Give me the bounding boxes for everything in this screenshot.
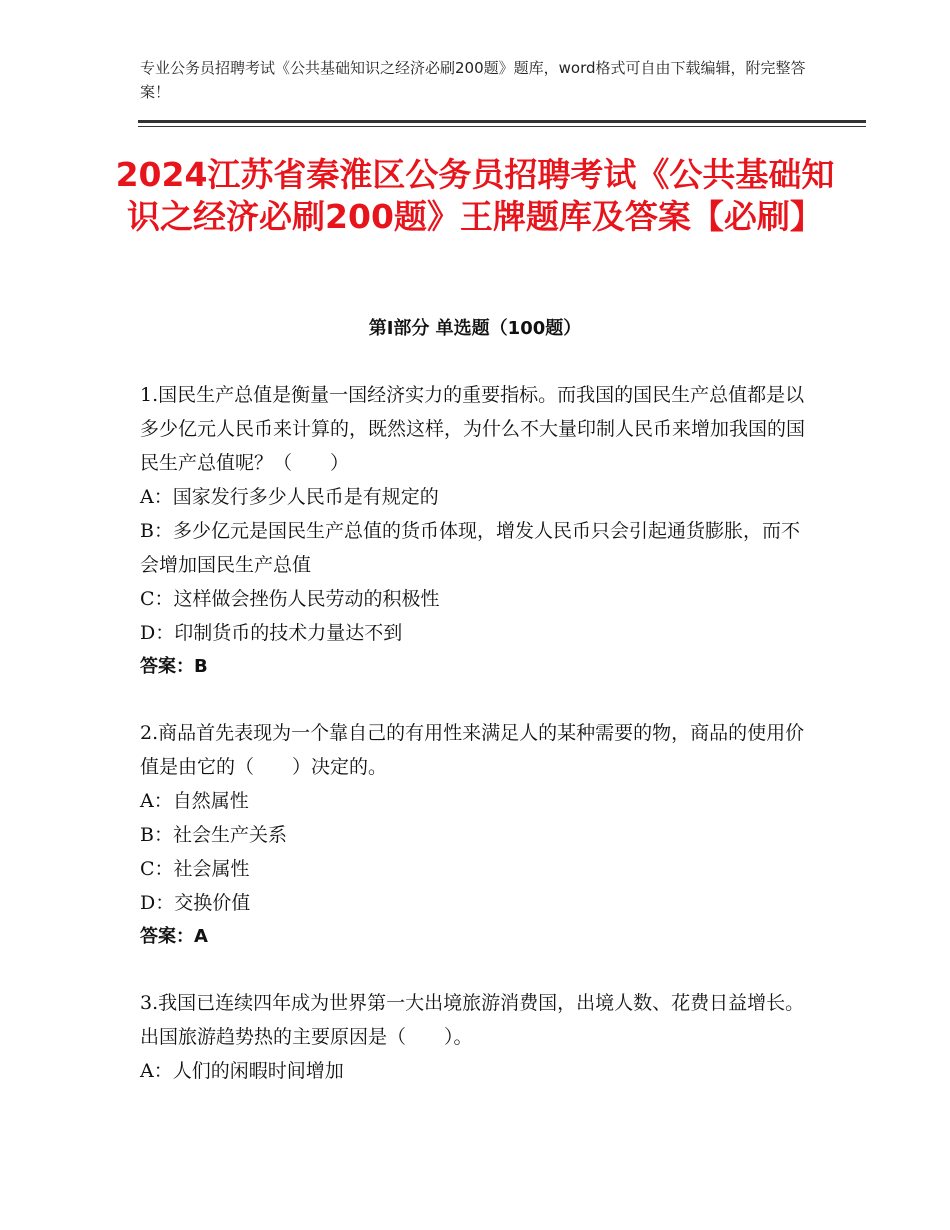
option-c: C：社会属性: [140, 858, 250, 880]
question-stem: 3.我国已连续四年成为世界第一大出境旅游消费国，出境人数、花费日益增长。出国旅游趋势热的主要原因是（ ）。: [140, 992, 805, 1048]
header-divider-thin: [138, 126, 866, 127]
option-c: C：这样做会挫伤人民劳动的积极性: [140, 588, 440, 610]
option-d: D：印制货币的技术力量达不到: [140, 622, 403, 644]
question-1: [140, 378, 808, 684]
option-a: A：自然属性: [140, 790, 249, 812]
header-divider-thick: [138, 120, 866, 123]
question-stem: 1.国民生产总值是衡量一国经济实力的重要指标。而我国的国民生产总值都是以多少亿元人民币来计算的，既然这样，为什么不大量印制人民币来增加我国的国民生产总值呢？（ ）: [140, 384, 806, 474]
question-3: [140, 986, 808, 1088]
document-title: 2024江苏省秦淮区公务员招聘考试《公共基础知识之经济必刷200题》王牌题库及答案【必刷】: [115, 155, 835, 236]
question-2: [140, 716, 808, 954]
section-heading: 第Ⅰ部分 单选题（100题）: [368, 318, 582, 339]
option-b: B：社会生产关系: [140, 824, 287, 846]
option-b: B：多少亿元是国民生产总值的货币体现，增发人民币只会引起通货膨胀，而不会增加国民生产总值: [140, 520, 800, 576]
question-stem: 2.商品首先表现为一个靠自己的有用性来满足人的某种需要的物，商品的使用价值是由它的（ ）决定的。: [140, 722, 805, 778]
header-note: 专业公务员招聘考试《公共基础知识之经济必刷200题》题库，word格式可自由下载编辑，附完整答案！: [140, 59, 806, 101]
question-list: [140, 378, 808, 1120]
option-a: A：国家发行多少人民币是有规定的: [140, 486, 439, 508]
option-a: A：人们的闲暇时间增加: [140, 1060, 344, 1082]
answer-label: 答案：A: [140, 926, 208, 947]
option-d: D：交换价值: [140, 892, 251, 914]
answer-label: 答案：B: [140, 656, 208, 677]
